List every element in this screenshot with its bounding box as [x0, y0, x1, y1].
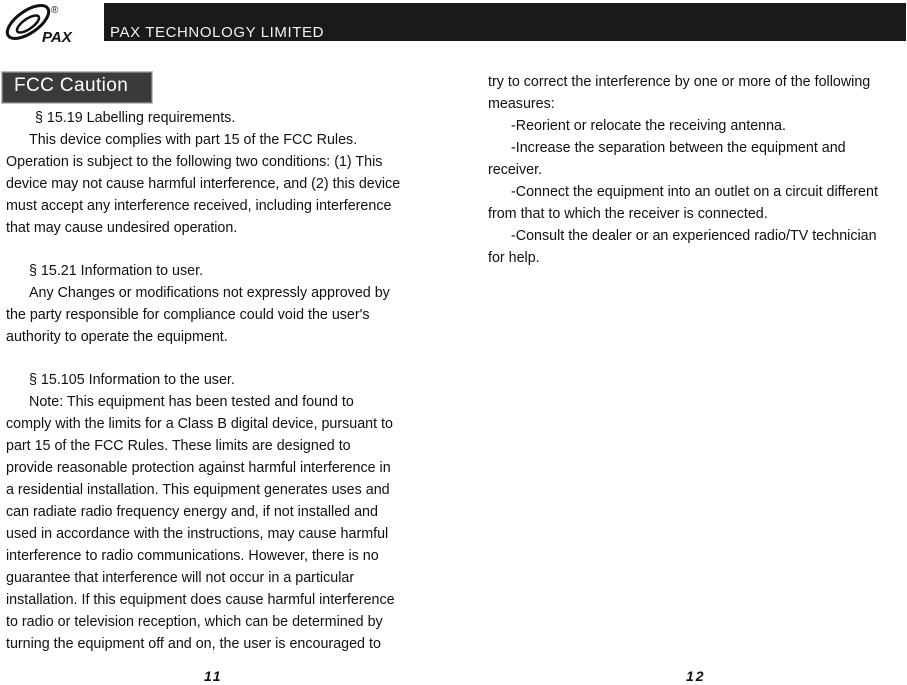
text-line: used in accordance with the instructions, may cause harmful [6, 526, 389, 542]
section-title: FCC Caution [14, 75, 129, 96]
registered-mark: ® [51, 5, 59, 16]
text-line: provide reasonable protection against harmful interference in [6, 460, 391, 476]
page-number-right: 12 [686, 668, 706, 684]
text-line: from that to which the receiver is connected. [488, 206, 768, 222]
text-line: This device complies with part 15 of the FCC Rules. [29, 132, 358, 148]
measure-item: -Reorient or relocate the receiving antenna. [511, 118, 786, 134]
text-line: turning the equipment off and on, the user is encouraged to [6, 636, 381, 652]
heading-15-19: § 15.19 Labelling requirements. [35, 110, 236, 126]
left-column [6, 107, 400, 655]
right-column [488, 71, 878, 269]
text-line: can radiate radio frequency energy and, if not installed and [6, 504, 378, 520]
measure-item: -Increase the separation between the equipment and [511, 140, 846, 156]
text-line: device may not cause harmful interference, and (2) this device [6, 176, 401, 192]
text-line: part 15 of the FCC Rules. These limits are designed to [6, 438, 351, 454]
company-name: PAX TECHNOLOGY LIMITED [110, 24, 325, 41]
measure-item: -Connect the equipment into an outlet on a circuit different [511, 184, 878, 200]
text-line: Any Changes or modifications not expressly approved by [29, 285, 390, 301]
page-number-left: 11 [204, 668, 223, 684]
text-line: for help. [488, 250, 540, 266]
text-line: that may cause undesired operation. [6, 220, 238, 236]
text-line: receiver. [488, 162, 543, 178]
text-line: the party responsible for compliance could void the user's [6, 307, 370, 323]
text-line: to radio or television reception, which can be determined by [6, 614, 383, 630]
heading-15-21: § 15.21 Information to user. [29, 263, 204, 279]
text-line: measures: [488, 96, 555, 112]
text-line: installation. If this equipment does cause harmful interference [6, 592, 395, 608]
text-line: comply with the limits for a Class B digital device, pursuant to [6, 416, 393, 432]
measure-item: -Consult the dealer or an experienced radio/TV technician [511, 228, 877, 244]
text-line: guarantee that interference will not occur in a particular [6, 570, 355, 586]
text-line: interference to radio communications. However, there is no [6, 548, 379, 564]
pax-logo [2, 2, 102, 46]
text-line: Operation is subject to the following two conditions: (1) This [6, 154, 383, 170]
text-line: try to correct the interference by one or more of the following [488, 74, 871, 90]
logo-text: PAX [42, 29, 72, 46]
text-line: a residential installation. This equipment generates uses and [6, 482, 390, 498]
text-line: authority to operate the equipment. [6, 329, 228, 345]
heading-15-105: § 15.105 Information to the user. [29, 372, 235, 388]
text-line: must accept any interference received, including interference [6, 198, 392, 214]
text-line: Note: This equipment has been tested and found to [29, 394, 354, 410]
